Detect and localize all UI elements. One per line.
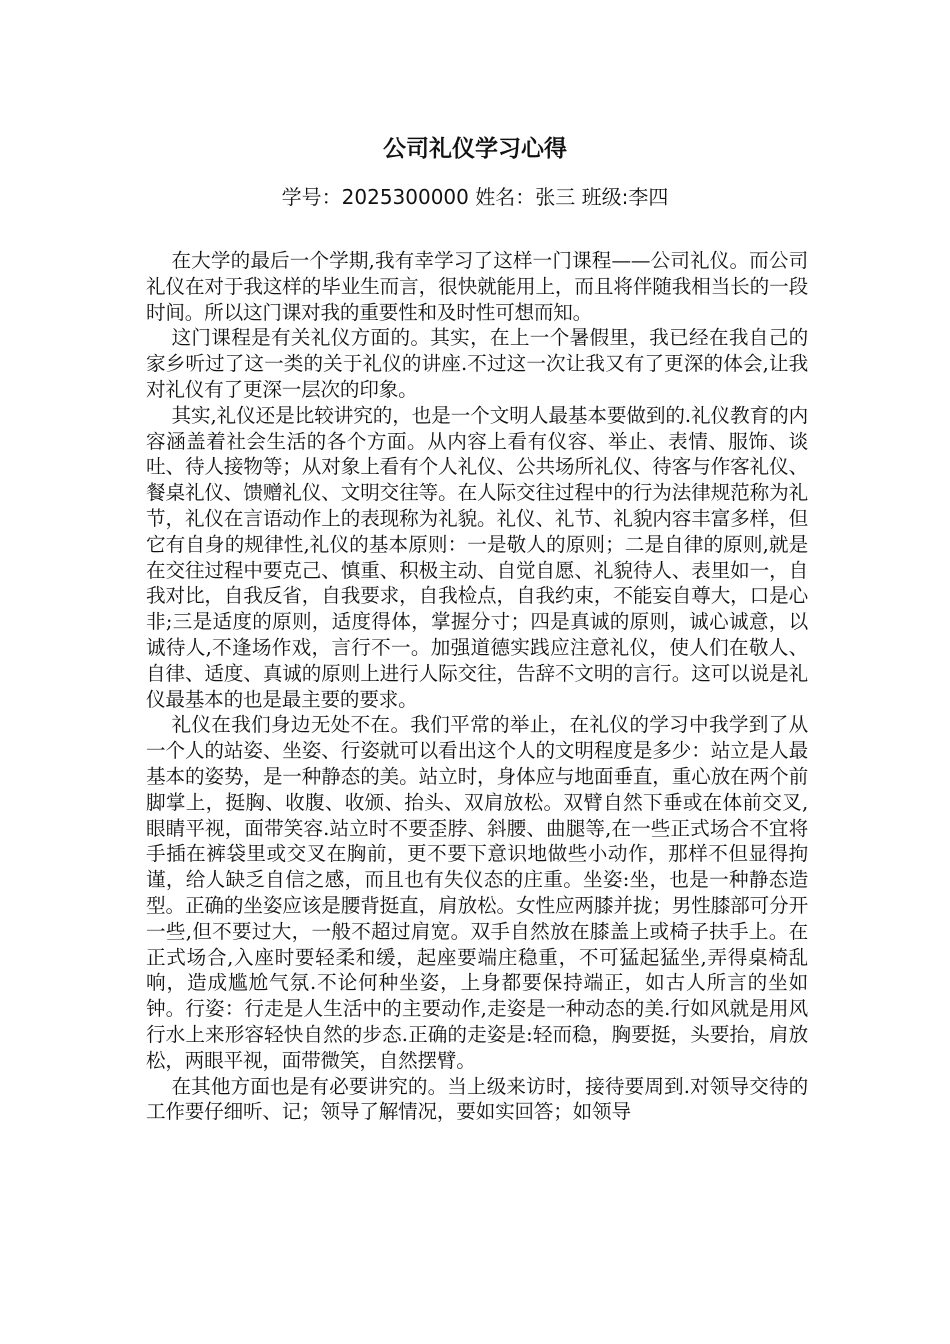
paragraph-2: 这门课程是有关礼仪方面的。其实，在上一个暑假里，我已经在我自己的家乡听过了这一类的关于礼仪的讲座.不过这一次让我又有了更深的体会,让我对礼仪有了更深一层次的印象。: [146, 326, 808, 401]
paragraph-1: 在大学的最后一个学期,我有幸学习了这样一门课程——公司礼仪。而公司礼仪在对于我这样的毕业生而言，很快就能用上，而且将伴随我相当长的一段时间。所以这门课对我的重要性和及时性可想而知。: [146, 249, 808, 324]
document-body: [146, 248, 808, 1125]
paragraph-5: 在其他方面也是有必要讲究的。当上级来访时，接待要周到.对领导交待的工作要仔细听、记；领导了解情况，要如实回答；如领导: [146, 1074, 808, 1124]
paragraph-4: 礼仪在我们身边无处不在。我们平常的举止，在礼仪的学习中我学到了从一个人的站姿、坐姿、行姿就可以看出这个人的文明程度是多少：站立是人最基本的姿势，是一种静态的美。站立时，身体应与地面垂直，重心放在两个前脚掌上，挺胸、收腹、收颁、抬头、双肩放松。双臂自然下垂或在体前交叉,眼睛平视，面带笑容.站立时不要歪脖、斜腰、曲腿等,在一些正式场合不宜将手插在裤袋里或交叉在胸前，更不要下意识地做些小动作，那样不但显得拘谨，给人缺乏自信之感，而且也有失仪态的庄重。坐姿:坐，也是一种静态造型。正确的坐姿应该是腰背挺直，肩放松。女性应两膝并拢；男性膝部可分开一些,但不要过大，一般不超过肩宽。双手自然放在膝盖上或椅子扶手上。在正式场合,入座时要轻柔和缓，起座要端庄稳重，不可猛起猛坐,弄得桌椅乱响，造成尴尬气氛.不论何种坐姿，上身都要保持端正，如古人所言的坐如钟。行姿：行走是人生活中的主要动作,走姿是一种动态的美.行如风就是用风行水上来形容轻快自然的步态.正确的走姿是:轻而稳，胸要挺，头要抬，肩放松，两眼平视，面带微笑，自然摆臂。: [146, 713, 808, 1072]
document-title: 公司礼仪学习心得: [383, 136, 567, 162]
paragraph-3: 其实,礼仪还是比较讲究的，也是一个文明人最基本要做到的.礼仪教育的内容涵盖着社会生活的各个方面。从内容上看有仪容、举止、表情、服饰、谈吐、待人接物等；从对象上看有个人礼仪、公共场所礼仪、待客与作客礼仪、餐桌礼仪、馈赠礼仪、文明交往等。在人际交往过程中的行为法律规范称为礼节，礼仪在言语动作上的表现称为礼貌。礼仪、礼节、礼貌内容丰富多样，但它有自身的规律性,礼仪的基本原则：一是敬人的原则；二是自律的原则,就是在交往过程中要克己、慎重、积极主动、自觉自愿、礼貌待人、表里如一，自我对比，自我反省，自我要求，自我检点，自我约束，不能妄自尊大，口是心非;三是适度的原则，适度得体，掌握分寸；四是真诚的原则，诚心诚意，以诚待人,不逢场作戏，言行不一。加强道德实践应注意礼仪，使人们在敬人、自律、适度、真诚的原则上进行人际交往，告辞不文明的言行。这可以说是礼仪最基本的也是最主要的要求。: [146, 403, 808, 711]
student-info-line: 学号：2025300000 姓名：张三 班级:李四: [281, 185, 669, 209]
